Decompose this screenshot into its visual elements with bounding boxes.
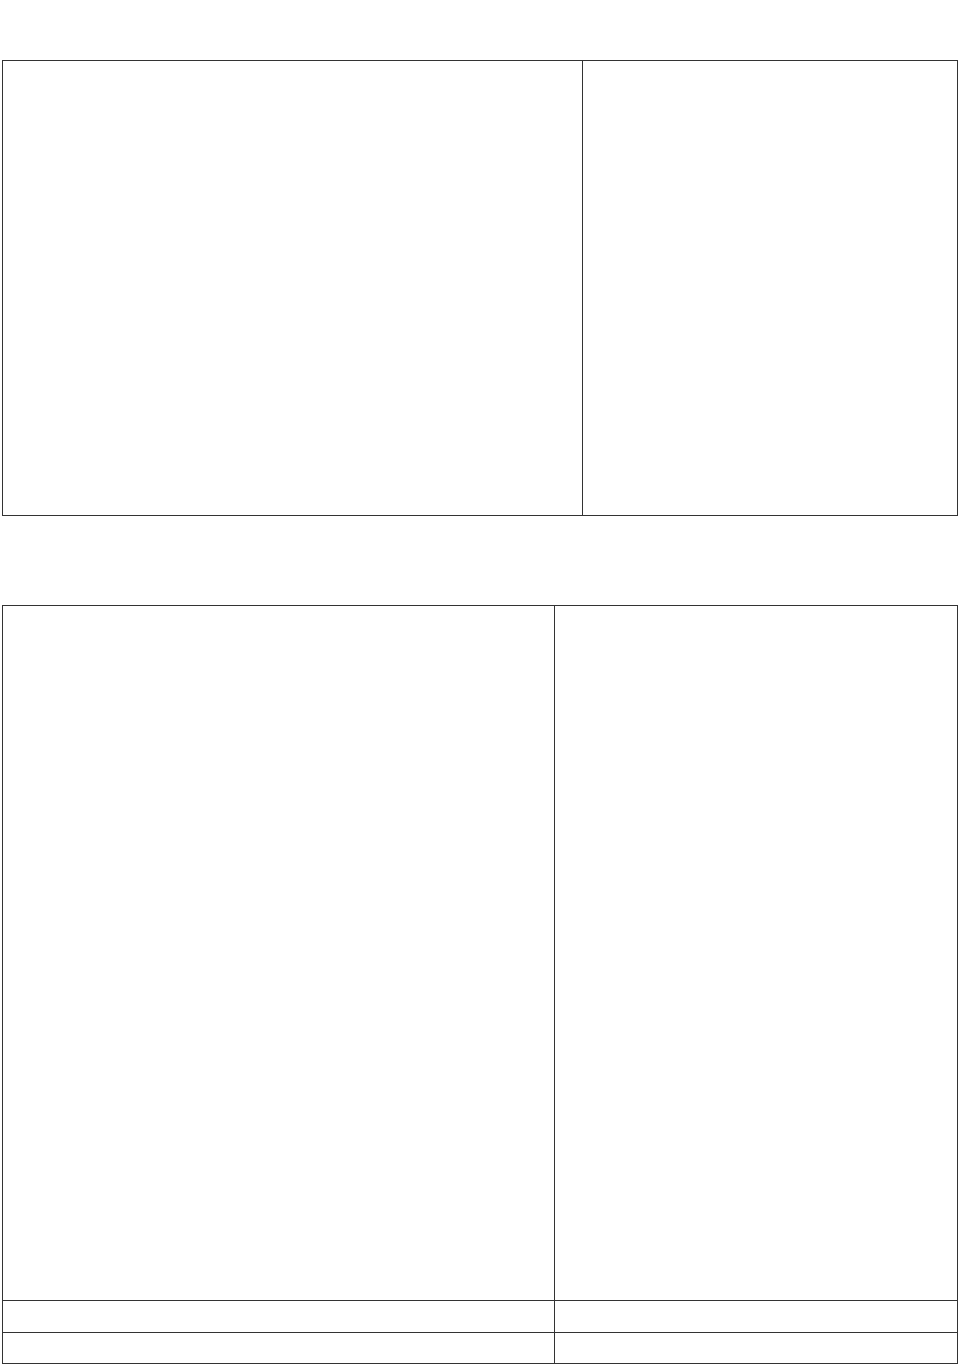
observations-table xyxy=(2,60,958,516)
control-table xyxy=(2,605,958,1364)
row-divider xyxy=(3,1300,957,1301)
section-heading xyxy=(62,546,76,569)
column-divider xyxy=(582,61,583,515)
column-divider xyxy=(554,606,555,1363)
row-divider xyxy=(3,1332,957,1333)
